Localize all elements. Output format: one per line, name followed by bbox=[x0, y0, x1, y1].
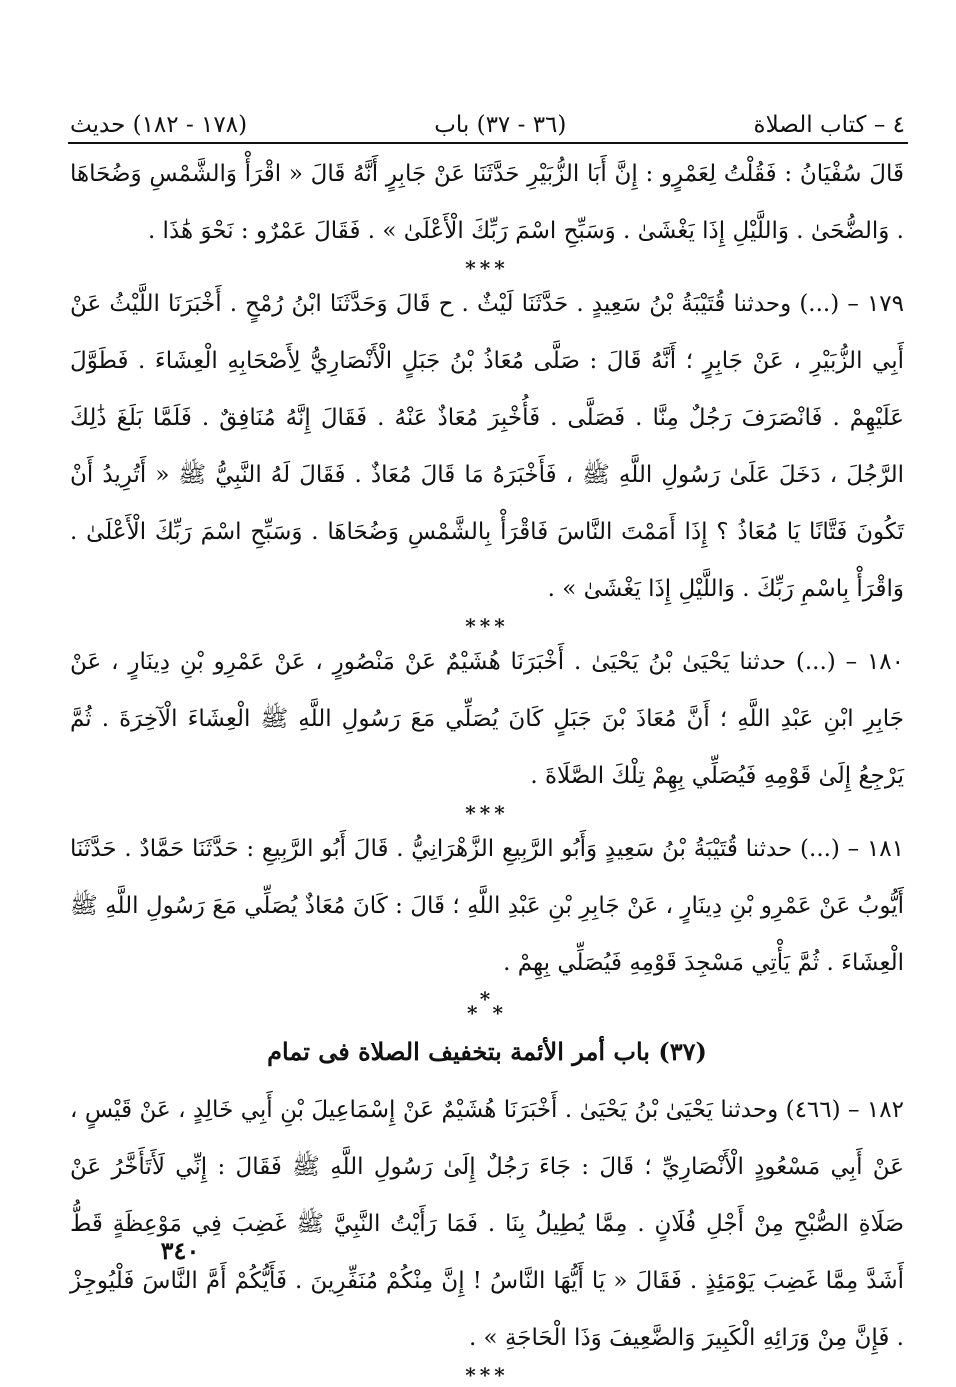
header-hadith-range: (١٧٨ - ١٨٢) حديث bbox=[70, 112, 248, 138]
running-header bbox=[70, 100, 905, 138]
separator-stars: *** bbox=[465, 801, 509, 825]
hadith-179: ١٧٩ – (...) وحدثنا قُتَيْبَةُ بْنُ سَعِيدٍ . حَدَّثَنَا لَيْثٌ . ح قَالَ وَحَدَّثَنَا ابْنُ رُمْحٍ . أَخْبَرَنَا اللَّيْثُ عَنْ أَبِي الزُّبَيْرِ ، عَنْ جَابِرٍ ؛ أَنَّهُ قَالَ : صَلَّى مُعَاذُ بْنُ جَبَلٍ الْأَنْصَارِيُّ لِأَصْحَابِهِ الْعِشَاءَ . فَطَوَّلَ عَلَيْهِمْ . فَانْصَرَفَ رَجُلٌ مِنَّا . فَصَلَّى . فَأُخْبِرَ مُعَاذٌ عَنْهُ . فَقَالَ إِنَّهُ مُنَافِقٌ . فَلَمَّا بَلَغَ ذَٰلِكَ الرَّجُلَ ، دَخَلَ عَلَىٰ رَسُولِ اللَّهِ ﷺ ، فَأَخْبَرَهُ مَا قَالَ مُعَاذٌ . فَقَالَ لَهُ النَّبِيُّ ﷺ « أَتُرِيدُ أَنْ تَكُونَ فَتَّانًا يَا مُعَاذُ ؟ إِذَا أَمَمْتَ النَّاسَ فَاقْرَأْ بِالشَّمْسِ وَضُحَاهَا . وَسَبِّحِ اسْمَ رَبِّكَ الْأَعْلَىٰ . وَاقْرَأْ بِاسْمِ رَبِّكَ . وَاللَّيْلِ إِذَا يَغْشَىٰ » . bbox=[70, 291, 904, 602]
continuation-text: قَالَ سُفْيَانُ : فَقُلْتُ لِعَمْرٍو : إِنَّ أَبَا الزُّبَيْرِ حَدَّثَنَا عَنْ جَابِرٍ أَنَّهُ قَالَ « اقْرَأْ وَالشَّمْسِ وَضُحَاهَا . وَالضُّحَىٰ . وَاللَّيْلِ إِذَا يَغْشَىٰ . وَسَبِّحِ اسْمَ رَبِّكَ الْأَعْلَىٰ » . فَقَالَ عَمْرٌو : نَحْوَ هَٰذَا . bbox=[70, 161, 904, 244]
separator-stars: *** bbox=[465, 1363, 509, 1387]
chapter-title: (٣٧) باب أمر الأئمة بتخفيف الصلاة فى تمام bbox=[267, 1037, 707, 1066]
page-body bbox=[70, 146, 904, 1387]
separator-stars: *** bbox=[465, 256, 509, 280]
hadith-180: ١٨٠ – (...) حدثنا يَحْيَىٰ بْنُ يَحْيَىٰ . أَخْبَرَنَا هُشَيْمٌ عَنْ مَنْصُورٍ ، عَنْ عَمْرِو بْنِ دِينَارٍ ، عَنْ جَابِرِ ابْنِ عَبْدِ اللَّهِ ؛ أَنَّ مُعَاذَ بْنَ جَبَلٍ كَانَ يُصَلِّي مَعَ رَسُولِ اللَّهِ ﷺ الْعِشَاءَ الْآخِرَةَ . ثُمَّ يَرْجِعُ إِلَىٰ قَوْمِهِ فَيُصَلِّي بِهِمْ تِلْكَ الصَّلَاةَ . bbox=[70, 649, 904, 789]
header-chapter-range: (٣٦ - ٣٧) باب bbox=[434, 112, 567, 138]
header-rule bbox=[68, 142, 908, 144]
hadith-181: ١٨١ – (...) حدثنا قُتَيْبَةُ بْنُ سَعِيدٍ وَأَبُو الرَّبِيعِ الزَّهْرَانِيُّ . قَالَ أَبُو الرَّبِيعِ : حَدَّثَنَا حَمَّادٌ . حَدَّثَنَا أَيُّوبُ عَنْ عَمْرِو بْنِ دِينَارٍ ، عَنْ جَابِرِ بْنِ عَبْدِ اللَّهِ ؛ قَالَ : كَانَ مُعَاذٌ يُصَلِّي مَعَ رَسُولِ اللَّهِ ﷺ الْعِشَاءَ . ثُمَّ يَأْتِي مَسْجِدَ قَوْمِهِ فَيُصَلِّي بِهِمْ . bbox=[70, 836, 904, 976]
hadith-182: ١٨٢ – (٤٦٦) وحدثنا يَحْيَىٰ بْنُ يَحْيَىٰ . أَخْبَرَنَا هُشَيْمٌ عَنْ إِسْمَاعِيلَ بْنِ أَبِي خَالِدٍ ، عَنْ قَيْسٍ ، عَنْ أَبِي مَسْعُودٍ الْأَنْصَارِيِّ ؛ قَالَ : جَاءَ رَجُلٌ إِلَىٰ رَسُولِ اللَّهِ ﷺ فَقَالَ : إِنِّي لَأَتَأَخَّرُ عَنْ صَلَاةِ الصُّبْحِ مِنْ أَجْلِ فُلَانٍ . مِمَّا يُطِيلُ بِنَا . فَمَا رَأَيْتُ النَّبِيَّ ﷺ غَضِبَ فِي مَوْعِظَةٍ قَطُّ أَشَدَّ مِمَّا غَضِبَ يَوْمَئِذٍ . فَقَالَ « يَا أَيُّهَا النَّاسُ ! إِنَّ مِنْكُمْ مُنَفِّرِينَ . فَأَيُّكُمْ أَمَّ النَّاسَ فَلْيُوجِزْ . فَإِنَّ مِنْ وَرَائِهِ الْكَبِيرَ وَالضَّعِيفَ وَذَا الْحَاجَةِ » . bbox=[70, 1097, 904, 1351]
separator-asterism: * * * bbox=[467, 987, 507, 1025]
separator-stars: *** bbox=[465, 614, 509, 638]
header-book-title: ٤ – كتاب الصلاة bbox=[753, 112, 905, 138]
page-number: ٣٤٠ bbox=[160, 1236, 200, 1265]
